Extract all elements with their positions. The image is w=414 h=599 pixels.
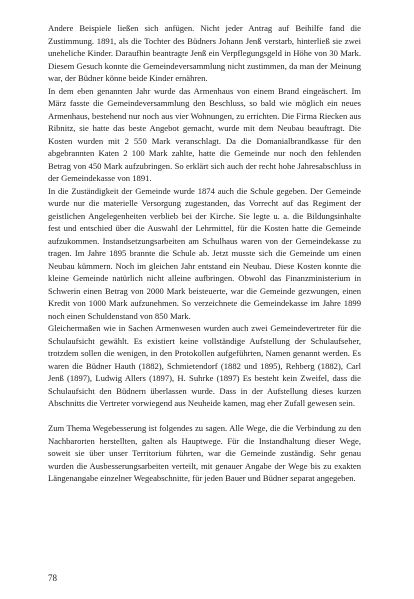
paragraph-wegebesserung: Zum Thema Wegebesserung ist folgendes zu sagen. Alle Wege, die die Verbindung zu den Nachbarorten herstellten, galten als Hauptwege. Für die Instandhaltung dieser Wege, soweit sie über unser Territorium führten, war die Gemeinde zuständig. Sehr genau wurden die Ausbesserungsarbeiten verteilt, mit genauer Angabe der Wege bis zu exakten Längenangabe einzelner Wegeabschnitte, für jeden Bauer und Büdner separat angegeben. — [48, 423, 361, 483]
paragraph-beihilfe: Andere Beispiele ließen sich anfügen. Nicht jeder Antrag auf Beihilfe fand die Zustimmung. 1891, als die Tochter des Büdners Johann Jenß verstarb, hinterließ sie zwei uneheliche Kinder. Daraufhin beantragte Jenß ein Verpflegungsgeld in Höhe von 30 Mark. Diesem Gesuch konnte die Gemeindeversammlung nicht zustimmen, da man der Meinung war, der Büdner könne beide Kinder ernähren. — [48, 23, 361, 83]
paragraph-schulaufsicht: Gleichermaßen wie in Sachen Armenwesen wurden auch zwei Gemeindevertreter für die Schulaufsicht gewählt. Es existiert keine vollständige Aufstellung der Schulaufseher, trotzdem sollen die wenigen, in den Protokollen aufgeführten, Namen genannt werden. Es waren die Büdner Hauth (1882), Schmietendorf (1882 und 1895), Rehberg (1882), Carl Jenß (1897), Ludwig Allers (1897), H. Suhrke (1897) Es besteht kein Zweifel, dass die Schulaufsicht den Büdnern überlassen wurde. Dass in der Aufstellung dieses kurzen Abschnitts die Vertreter vorwiegend aus Neuheide kamen, mag eher Zufall gewesen sein. — [48, 323, 361, 408]
paragraph-armenhaus: In dem eben genannten Jahr wurde das Armenhaus von einem Brand eingeäschert. Im März fasste die Gemeindeversammlung den Beschluss, so bald wie möglich ein neues Armenhaus, bestehend nur noch aus vier Wohnungen, zu errichten. Die Firma Riecken aus Ribnitz, sie hatte das beste Angebot gemacht, wurde mit dem Neubau beauftragt. Die Kosten wurden mit 2 550 Mark veranschlagt. Da die Domanialbrandkasse für den abgebrannten Katen 2 100 Mark zahlte, hatte die Gemeinde nur noch den fehlenden Betrag von 450 Mark aufzubringen. So erklärt sich auch der recht hohe Jahresabschluss in der Gemeindekasse von 1891. — [48, 85, 361, 183]
body-text — [48, 22, 361, 485]
paragraph-schule: In die Zuständigkeit der Gemeinde wurde 1874 auch die Schule gegeben. Der Gemeinde wurde nur die materielle Versorgung zugestanden, das Vorrecht auf das Regiment der geistlichen Angelegenheiten verblieb bei der Kirche. Sie legte u. a. die Bildungsinhalte fest und entschied über die Auswahl der Lehrmittel, für die Kosten hatte die Gemeinde aufzukommen. Instandsetzungsarbeiten am Schulhaus waren von der Gemeindekasse zu tragen. Im Jahre 1895 brannte die Schule ab. Jetzt musste sich die Gemeinde um einen Neubau kümmern. Noch im gleichen Jahr entstand ein Neubau. Diese Kosten konnte die kleine Gemeinde natürlich nicht alleine aufbringen. Obwohl das Finanzministerium in Schwerin einen Betrag von 2000 Mark beisteuerte, war die Gemeinde gezwungen, einen Kredit von 1000 Mark aufzunehmen. So verzeichnete die Gemeindekasse im Jahre 1899 noch einen Schuldenstand von 850 Mark. — [48, 185, 361, 321]
page-number: 78 — [48, 573, 57, 583]
